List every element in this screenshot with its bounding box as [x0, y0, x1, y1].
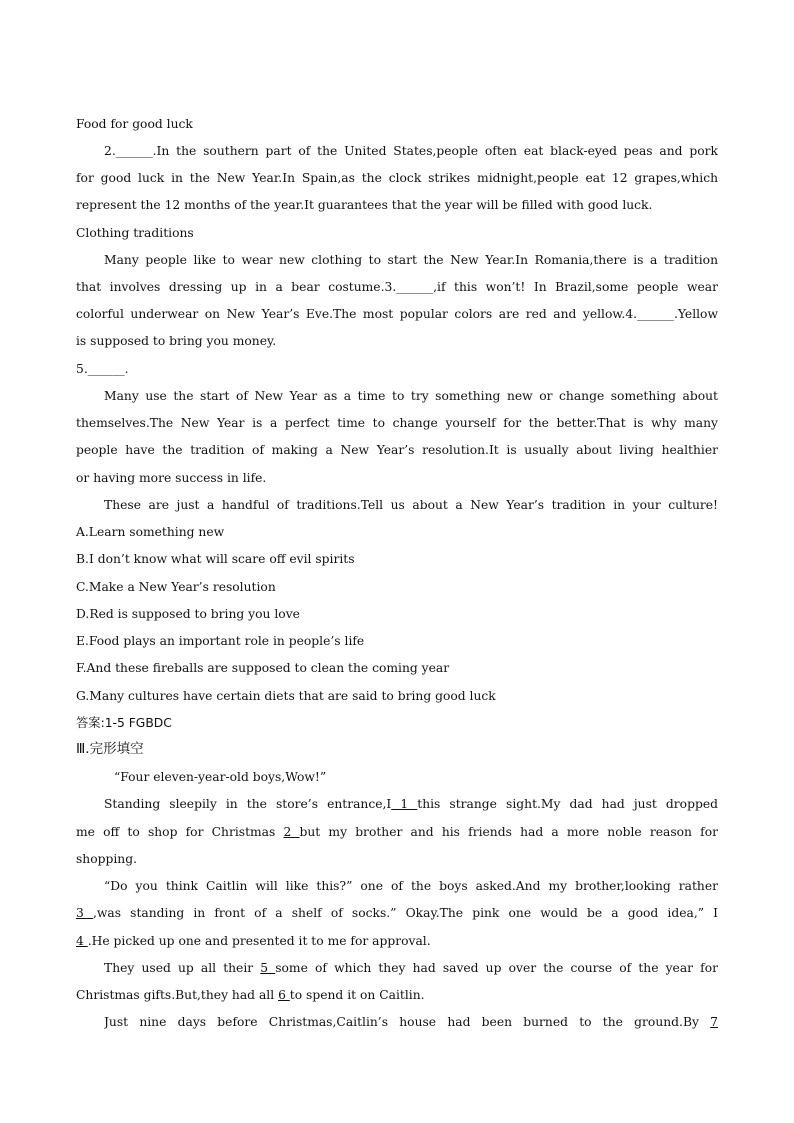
cloze-line-9 [104, 1014, 718, 1030]
cloze-line-6 [76, 933, 718, 949]
blank-6: 6 [278, 988, 290, 1002]
blank-7: 7 [710, 1015, 718, 1029]
cloze-text: Standing sleepily in the store’s entrance,I [104, 797, 392, 811]
cloze-text: but my brother and his friends had a more noble reason for [299, 825, 718, 839]
cloze-text: .He picked up one and presented it to me for approval. [87, 934, 431, 948]
cloze-line-7 [104, 960, 718, 976]
cloze-line-3: shopping. [76, 852, 138, 866]
answer-line: 答案:1-5 FGBDC [76, 716, 172, 730]
cloze-line-1 [104, 796, 718, 812]
cloze-line-4: “Do you think Caitlin will like this?” one of the boys asked.And my brother,looking rather [104, 879, 718, 893]
food-para-line-1: 2.______.In the southern part of the United States,people often eat black-eyed peas and pork [104, 144, 718, 158]
blank-5-cloze: 5 [260, 961, 276, 975]
blank-2: 2 [283, 825, 300, 839]
cloze-line-2 [76, 824, 718, 840]
option-a: A.Learn something new [76, 525, 225, 539]
closing-line: These are just a handful of traditions.Tell us about a New Year’s tradition in your culture! [104, 498, 718, 512]
cloze-text: me off to shop for Christmas [76, 825, 284, 839]
clothing-para-line-2: that involves dressing up in a bear costume.3.______,if this won’t! In Brazil,some people wear [76, 280, 718, 294]
cloze-text: They used up all their [104, 961, 261, 975]
option-e: E.Food plays an important role in people’s life [76, 634, 365, 648]
cloze-line-5 [76, 905, 718, 921]
option-d: D.Red is supposed to bring you love [76, 607, 300, 621]
cloze-line-8 [76, 987, 718, 1003]
cloze-quote: “Four eleven-year-old boys,Wow!” [114, 770, 327, 784]
option-c: C.Make a New Year’s resolution [76, 580, 276, 594]
cloze-text: Just nine days before Christmas,Caitlin’s house had been burned to the ground.By [104, 1015, 711, 1029]
cloze-text: this strange sight.My dad had just dropped [417, 797, 718, 811]
food-para-line-3: represent the 12 months of the year.It guarantees that the year will be filled with good luck. [76, 198, 653, 212]
blank-1: 1 [391, 797, 418, 811]
option-g: G.Many cultures have certain diets that are said to bring good luck [76, 689, 496, 703]
cloze-text: some of which they had saved up over the course of the year for [275, 961, 718, 975]
change-para-line-1: Many use the start of New Year as a time to try something new or change something about [104, 389, 718, 403]
change-para-line-4: or having more success in life. [76, 471, 267, 485]
change-para-line-3: people have the tradition of making a New Year’s resolution.It is usually about living healthier [76, 443, 718, 457]
food-para-line-2: for good luck in the New Year.In Spain,as the clock strikes midnight,people eat 12 grapes,which [76, 171, 718, 185]
clothing-para-line-4: is supposed to bring you money. [76, 334, 277, 348]
cloze-text: ,was standing in front of a shelf of socks.” Okay.The pink one would be a good idea,” I [92, 906, 718, 920]
heading-clothing: Clothing traditions [76, 226, 194, 240]
blank-3: 3 [76, 906, 93, 920]
heading-food: Food for good luck [76, 117, 193, 131]
change-para-line-2: themselves.The New Year is a perfect time to change yourself for the better.That is why many [76, 416, 718, 430]
clothing-para-line-3: colorful underwear on New Year’s Eve.The most popular colors are red and yellow.4.______.Yellow [76, 307, 718, 321]
cloze-text: to spend it on Caitlin. [289, 988, 425, 1002]
clothing-para-line-1: Many people like to wear new clothing to start the New Year.In Romania,there is a tradition [104, 253, 718, 267]
option-f: F.And these fireballs are supposed to clean the coming year [76, 661, 450, 675]
section-title: Ⅲ.完形填空 [76, 741, 144, 757]
blank-4: 4 [76, 934, 88, 948]
blank-5: 5.______. [76, 362, 129, 376]
cloze-text: Christmas gifts.But,they had all [76, 988, 279, 1002]
option-b: B.I don’t know what will scare off evil spirits [76, 552, 355, 566]
